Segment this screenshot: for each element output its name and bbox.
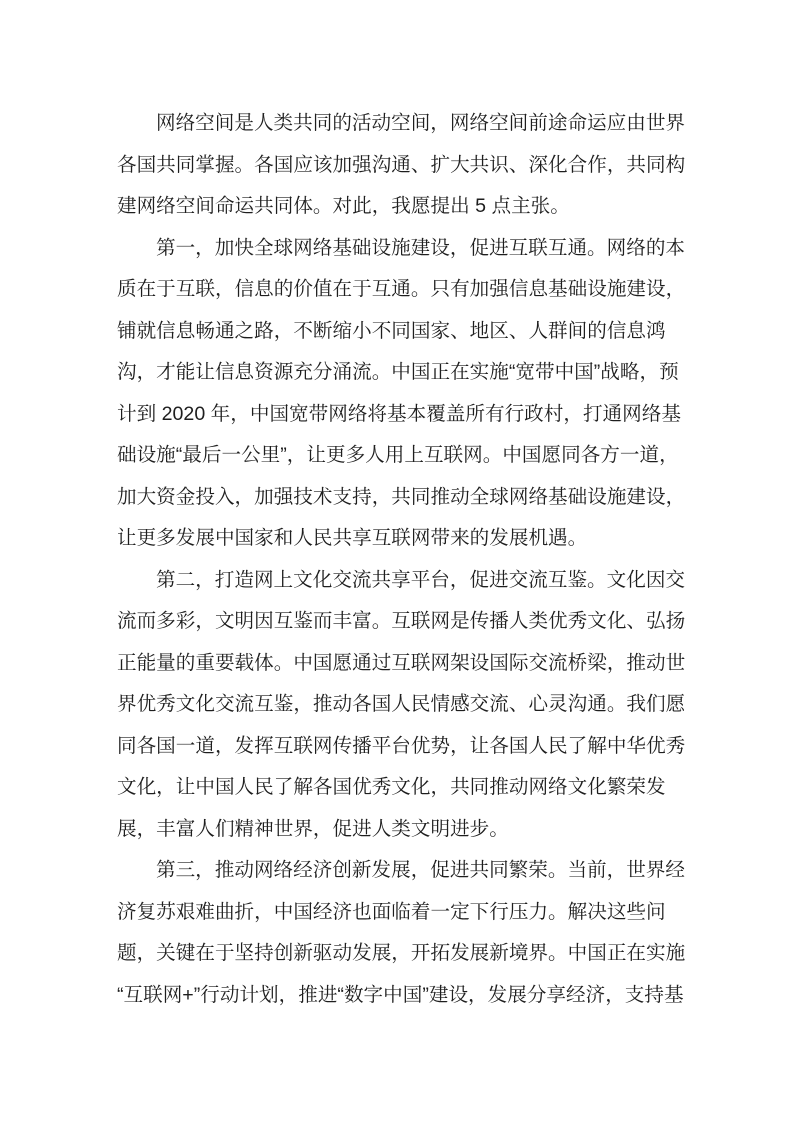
- text-line: 文化，让中国人民了解各国优秀文化，共同推动网络文化繁荣发: [117, 776, 666, 798]
- text-line: 让更多发展中国家和人民共享互联网带来的发展机遇。: [117, 527, 588, 549]
- text-line: 正能量的重要载体。中国愿通过互联网架设国际交流桥梁，推动世: [117, 651, 686, 674]
- text-line: 界优秀文化交流互鉴，推动各国人民情感交流、心灵沟通。我们愿: [117, 693, 686, 715]
- text-block: [117, 103, 689, 1016]
- text-line: 铺就信息畅通之路，不断缩小不同国家、地区、人群间的信息鸿: [117, 319, 666, 342]
- text-line: 第三，推动网络经济创新发展，促进共同繁荣。当前，世界经: [156, 859, 686, 881]
- text-line: 济复苏艰难曲折，中国经济也面临着一定下行压力。解决这些问: [117, 900, 666, 923]
- text-line: 质在于互联，信息的价值在于互通。只有加强信息基础设施建设，: [117, 278, 686, 300]
- text-line: “互联网+”行动计划，推进“数字中国”建设，发展分享经济，支持基: [117, 983, 684, 1006]
- text-line: 各国共同掌握。各国应该加强沟通、扩大共识、深化合作，共同构: [117, 153, 686, 176]
- text-line: 网络空间是人类共同的活动空间，网络空间前途命运应由世界: [156, 112, 686, 134]
- text-line: 题，关键在于坚持创新驱动发展，开拓发展新境界。中国正在实施: [117, 942, 686, 964]
- text-line: 第二，打造网上文化交流共享平台，促进交流互鉴。文化因交: [156, 568, 686, 591]
- text-line: 加大资金投入，加强技术支持，共同推动全球网络基础设施建设，: [117, 485, 686, 508]
- paragraph: [117, 850, 689, 1016]
- paragraph: [117, 103, 689, 228]
- text-line: 沟，才能让信息资源充分涌流。中国正在实施“宽带中国”战略，预: [117, 361, 679, 383]
- paragraph: [117, 228, 689, 560]
- text-line: 同各国一道，发挥互联网传播平台优势，让各国人民了解中华优秀: [117, 734, 686, 757]
- text-line: 计到 2020 年，中国宽带网络将基本覆盖所有行政村，打通网络基: [117, 402, 681, 425]
- text-line: 建网络空间命运共同体。对此，我愿提出 5 点主张。: [117, 195, 570, 217]
- text-line: 展，丰富人们精神世界，促进人类文明进步。: [117, 817, 509, 840]
- text-line: 第一，加快全球网络基础设施建设，促进互联互通。网络的本: [156, 236, 686, 259]
- paragraph: [117, 560, 689, 851]
- text-line: 础设施“最后一公里”，让更多人用上互联网。中国愿同各方一道，: [117, 444, 679, 466]
- text-line: 流而多彩，文明因互鉴而丰富。互联网是传播人类优秀文化、弘扬: [117, 610, 686, 632]
